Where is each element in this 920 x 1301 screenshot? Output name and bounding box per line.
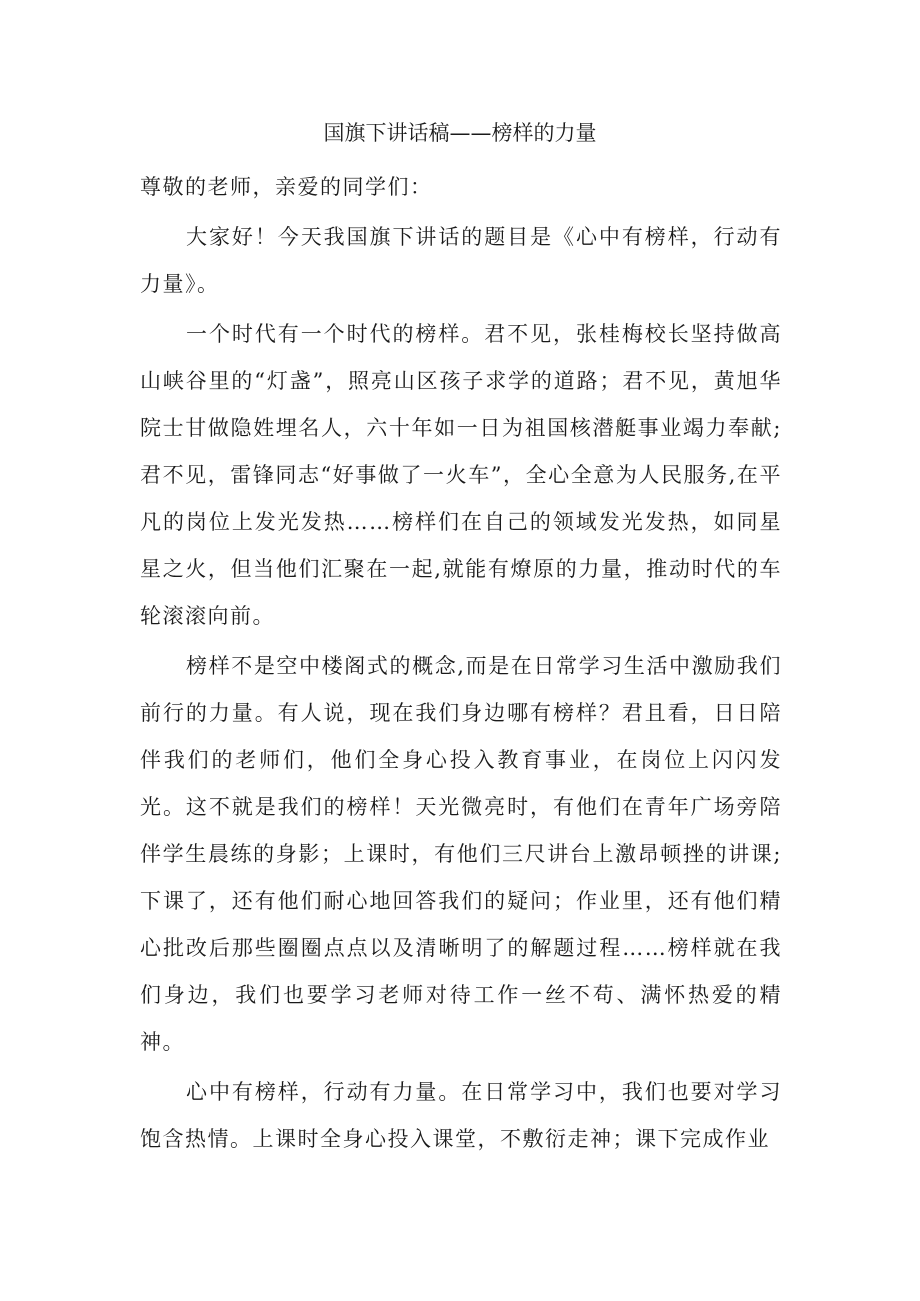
document-body: [140, 164, 782, 1163]
paragraph-1: 大家好！今天我国旗下讲话的题目是《心中有榜样，行动有力量》。: [140, 225, 782, 296]
paragraph-2: 一个时代有一个时代的榜样。君不见，张桂梅校长坚持做高山峡谷里的“灯盏”，照亮山区孩子求学的道路；君不见，黄旭华院士甘做隐姓埋名人，六十年如一日为祖国核潜艇事业竭力奉献;君不见，雷锋同志“好事做了一火车”，全心全意为人民服务,在平凡的岗位上发光发热……榜样们在自己的领域发光发热，如同星星之火，但当他们汇聚在一起,就能有燎原的力量，推动时代的车轮滚滚向前。: [140, 322, 782, 628]
paragraph-4: 心中有榜样，行动有力量。在日常学习中，我们也要对学习饱含热情。上课时全身心投入课堂，不敷衍走神；课下完成作业: [140, 1080, 782, 1151]
document-title: 国旗下讲话稿——榜样的力量: [323, 121, 597, 145]
salutation: 尊敬的老师，亲爱的同学们：: [140, 175, 433, 199]
paragraph-3: 榜样不是空中楼阁式的概念,而是在日常学习生活中激励我们前行的力量。有人说，现在我们身边哪有榜样？君且看，日日陪伴我们的老师们，他们全身心投入教育事业，在岗位上闪闪发光。这不就是我们的榜样！天光微亮时，有他们在青年广场旁陪伴学生晨练的身影；上课时，有他们三尺讲台上激昂顿挫的讲课;下课了，还有他们耐心地回答我们的疑问；作业里，还有他们精心批改后那些圈圈点点以及清晰明了的解题过程……榜样就在我们身边，我们也要学习老师对待工作一丝不苟、满怀热爱的精神。: [140, 654, 782, 1054]
